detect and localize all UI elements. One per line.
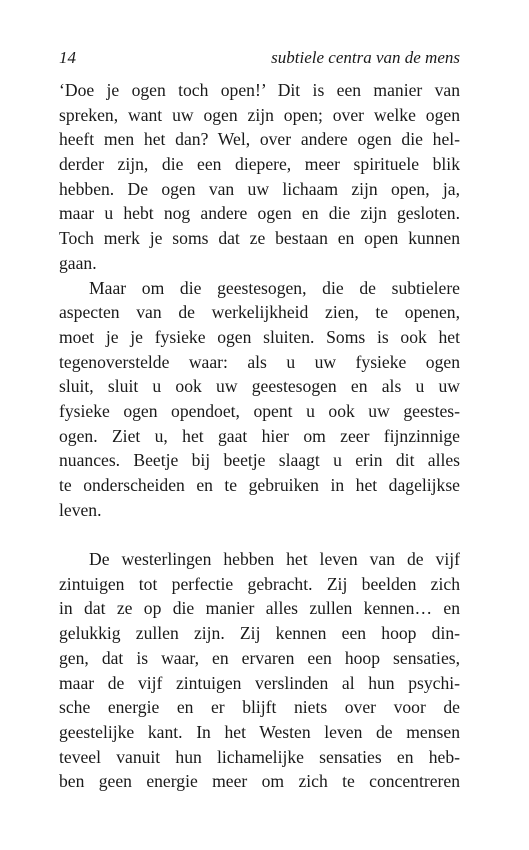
- text-line: sluit, sluit u ook uw geestesogen en als u uw: [59, 376, 460, 397]
- text-line: De westerlingen hebben het leven van de vijf: [89, 549, 460, 570]
- running-title: subtiele centra van de mens: [271, 48, 460, 67]
- text-line: zintuigen tot perfectie gebracht. Zij beelden zich: [59, 573, 460, 594]
- text-line: ‘Doe je ogen toch open!’ Dit is een manier van: [59, 80, 460, 100]
- text-line: maar u hebt nog andere ogen en die zijn gesloten.: [59, 203, 460, 224]
- page-number: 14: [59, 48, 76, 67]
- text-line: gaan.: [59, 252, 97, 273]
- text-line: hebben. De ogen van uw lichaam zijn open, ja,: [59, 178, 460, 199]
- text-line: ogen. Ziet u, het gaat hier om zeer fijnzinnige: [59, 425, 460, 446]
- text-line: gelukkig zullen zijn. Zij kennen een hoop din-: [59, 623, 460, 644]
- book-page: [59, 48, 460, 794]
- running-header: [59, 48, 460, 68]
- text-line: Maar om die geestesogen, die de subtielere: [89, 277, 460, 298]
- text-line: nuances. Beetje bij beetje slaagt u erin dit alles: [59, 450, 460, 471]
- text-line: derder zijn, die een diepere, meer spirituele blik: [59, 154, 460, 175]
- text-line: moet je je fysieke ogen sluiten. Soms is ook het: [59, 326, 460, 347]
- text-line: gen, dat is waar, en ervaren een hoop sensaties,: [59, 647, 460, 668]
- text-line: spreken, want uw ogen zijn open; over welke ogen: [59, 104, 460, 125]
- paragraph: [59, 78, 460, 276]
- text-line: aspecten van de werkelijkheid zien, te openen,: [59, 302, 460, 323]
- text-line: sche energie en er blijft niets over voor de: [59, 697, 460, 718]
- text-line: ben geen energie meer om zich te concentreren: [59, 771, 460, 792]
- body-text: [59, 78, 460, 794]
- text-line: leven.: [59, 499, 102, 520]
- text-line: heeft men het dan? Wel, over andere ogen die hel-: [59, 129, 460, 150]
- paragraph: [59, 276, 460, 523]
- text-line: in dat ze op die manier alles zullen kennen… en: [59, 598, 460, 619]
- text-line: Toch merk je soms dat ze bestaan en open kunnen: [59, 228, 460, 249]
- text-line: geestelijke kant. In het Westen leven de mensen: [59, 721, 460, 742]
- text-line: te onderscheiden en te gebruiken in het dagelijkse: [59, 475, 460, 495]
- text-line: tegenoverstelde waar: als u uw fysieke ogen: [59, 351, 460, 372]
- paragraph: [59, 547, 460, 794]
- text-line: teveel vanuit hun lichamelijke sensaties en heb-: [59, 746, 460, 767]
- section-break: [59, 522, 460, 547]
- text-line: fysieke ogen opendoet, opent u ook uw geestes-: [59, 400, 460, 421]
- text-line: maar de vijf zintuigen verslinden al hun psychi-: [59, 672, 460, 693]
